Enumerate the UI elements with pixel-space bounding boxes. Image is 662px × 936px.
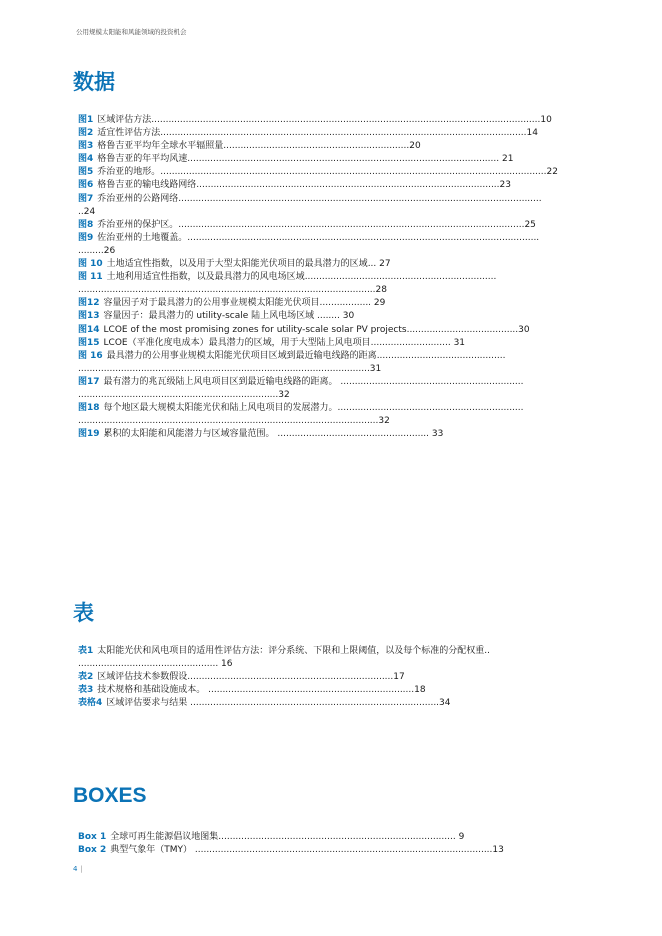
figure-label: 图3: [78, 141, 94, 152]
figure-entry-continuation: ........................................................................................................28: [78, 285, 387, 296]
figure-entry[interactable]: [78, 258, 588, 271]
page-ref: 14: [526, 128, 538, 139]
figure-title: 区域评估方法: [97, 115, 152, 125]
figure-entry[interactable]: [78, 140, 588, 153]
figure-entry[interactable]: [78, 324, 588, 337]
figure-entry-continuation: ......................................................................32: [78, 389, 290, 400]
dot-leader: ..........................................................................................................: [196, 180, 500, 191]
tables-list: [78, 645, 588, 710]
dot-leader: .....................................................: [274, 429, 430, 440]
figure-entry[interactable]: [78, 232, 588, 245]
dot-leader: .................................................................: [337, 403, 524, 414]
box-entry[interactable]: [78, 844, 588, 857]
figure-entry[interactable]: [78, 166, 588, 179]
box-title: 全球可再生能源倡议地图集: [110, 832, 219, 842]
figure-label: 图 10: [78, 259, 103, 270]
figure-title: 乔治亚州的公路网络: [97, 193, 179, 204]
page-ref: 10: [540, 115, 552, 125]
page-footer: [73, 865, 83, 873]
page-ref: 30: [339, 311, 355, 322]
table-title: 太阳能光伏和风电项目的适用性评估方法：评分系统、下限和上限阈值，以及每个标准的分配权重..: [97, 646, 490, 656]
figure-label: 图12: [78, 298, 100, 309]
box-label: Box 1: [78, 832, 107, 842]
figure-title: LCOE of the most promising zones for utility-scale solar PV projects.: [103, 324, 410, 335]
figure-label: 图2: [78, 128, 94, 139]
dot-leader: ..................: [319, 298, 372, 309]
figure-entry-continuation: .........26: [78, 245, 116, 256]
figure-title: 乔治亚州的保护区。: [97, 219, 179, 230]
page-ref: 21: [499, 154, 514, 165]
dot-leader: .......................................................................................: [187, 698, 440, 709]
dot-leader: .............................................: [376, 350, 506, 361]
page-ref: 29: [371, 298, 386, 309]
box-entry[interactable]: [78, 831, 588, 844]
dot-leader: ........................................................................................................: [192, 845, 493, 856]
page-ref: 30: [518, 324, 530, 335]
figure-title: 容量因子：最具潜力的 utility-scale 陆上风电场区域: [103, 311, 315, 322]
page-ref: 17: [393, 672, 405, 683]
figure-label: 图 11: [78, 272, 103, 283]
page-ref: 23: [499, 180, 511, 191]
page-ref: 9: [455, 832, 465, 842]
dot-leader: ............................: [370, 337, 451, 348]
boxes-list: [78, 831, 588, 857]
figure-entry[interactable]: [78, 337, 588, 350]
figure-label: 图4: [78, 154, 94, 165]
dot-leader: ...................................................................: [304, 272, 497, 283]
figure-label: 图17: [78, 376, 100, 387]
dot-leader: .......................................................................................................................................: [160, 167, 547, 178]
figure-title: 容量因子对于最具潜力的公用事业规模太阳能光伏项目: [103, 298, 320, 309]
figure-title: 土地适宜性指数，以及用于大型太阳能光伏项目的最具潜力的区域: [106, 259, 368, 270]
figure-label: 图18: [78, 403, 100, 414]
figure-label: 图19: [78, 429, 100, 440]
figure-entry[interactable]: [78, 114, 588, 127]
figure-entry[interactable]: [78, 219, 588, 232]
tables-section-title: 表: [73, 601, 94, 625]
figure-title: 最有潜力的兆瓦级陆上风电项目区到最近输电线路的距离。: [103, 376, 338, 387]
table-entry[interactable]: [78, 684, 588, 697]
page-number: 4: [73, 865, 78, 873]
table-title: 技术规格和基础设施成本。: [97, 685, 206, 696]
figure-entry[interactable]: [78, 310, 588, 323]
dot-leader: .............................................................................................................: [187, 154, 500, 165]
figures-section-title: 数据: [73, 70, 115, 94]
figure-entry[interactable]: [78, 127, 588, 140]
dot-leader: ........................................................................: [187, 672, 394, 683]
figure-title: 适宜性评估方法: [97, 128, 161, 139]
dot-leader: ...........................................................................................................................: [187, 232, 540, 243]
figure-label: 图5: [78, 167, 94, 178]
figure-label: 图13: [78, 311, 100, 322]
dot-leader: .........................................................................................................................: [178, 219, 525, 230]
figure-entry[interactable]: [78, 350, 588, 363]
figures-list: [78, 114, 588, 441]
figure-label: 图 16: [78, 350, 103, 361]
dot-leader: ................................................................: [337, 376, 524, 387]
figure-title: 乔治亚的地形。: [97, 167, 161, 178]
table-entry-continuation: ................................................. 16: [78, 659, 233, 670]
table-label: 表3: [78, 685, 94, 696]
dot-leader: .................................................................: [223, 141, 410, 152]
page-ref: 27: [376, 259, 391, 270]
page-ref: 33: [429, 429, 444, 440]
figure-label: 图7: [78, 193, 94, 204]
figure-title: 最具潜力的公用事业规模太阳能光伏项目区域到最近输电线路的距离: [106, 350, 377, 361]
dot-leader: ...................................................................................: [218, 832, 456, 842]
figure-entry-continuation: ..24: [78, 206, 96, 217]
page-ref: 18: [414, 685, 426, 696]
page-ref: 13: [492, 845, 504, 856]
table-label: 表格4: [78, 698, 103, 709]
dot-leader: ................................................................................................................................: [160, 128, 527, 139]
table-title: 区域评估要求与结果: [106, 698, 188, 709]
figure-label: 图15: [78, 337, 100, 348]
table-label: 表1: [78, 646, 94, 656]
figure-title: 佐治亚州的土地覆盖。: [97, 232, 188, 243]
figure-title: 格鲁吉亚的输电线路网络: [97, 180, 197, 191]
figure-title: 格鲁吉亚平均年全球水平辐照量: [97, 141, 224, 152]
dot-leader: ......................................: [409, 324, 519, 335]
figure-entry[interactable]: [78, 179, 588, 192]
figure-entry[interactable]: [78, 297, 588, 310]
dot-leader: ........................................................................................................................................: [151, 115, 541, 125]
table-title: 区域评估技术参数假设: [97, 672, 188, 683]
figure-entry[interactable]: [78, 193, 588, 206]
figure-entry-continuation: ......................................................................................................31: [78, 363, 382, 374]
figure-entry[interactable]: [78, 428, 588, 441]
table-entry[interactable]: [78, 697, 588, 710]
dot-leader: ........................................................................: [205, 685, 415, 696]
page-ref: 22: [546, 167, 558, 178]
page-ref: 25: [524, 219, 536, 230]
dot-leader: ...: [367, 259, 377, 270]
figure-entry[interactable]: [78, 376, 588, 389]
figure-entry[interactable]: [78, 153, 588, 166]
boxes-section-title: BOXES: [73, 784, 147, 807]
table-entry[interactable]: [78, 671, 588, 684]
running-header: 公用规模太阳能和风能领域的投资机会: [76, 28, 187, 36]
figure-label: 图1: [78, 115, 94, 125]
box-label: Box 2: [78, 845, 107, 856]
figure-entry[interactable]: [78, 271, 588, 284]
page-ref: 20: [409, 141, 421, 152]
figure-title: 每个地区最大规模太阳能光伏和陆上风电项目的发展潜力。: [103, 403, 338, 414]
figure-entry[interactable]: [78, 402, 588, 415]
table-label: 表2: [78, 672, 94, 683]
figure-title: LCOE（平准化度电成本）最具潜力的区域，用于大型陆上风电项目: [103, 337, 371, 348]
table-entry[interactable]: [78, 645, 588, 658]
figure-title: 累积的太阳能和风能潜力与区域容量范围。: [103, 429, 275, 440]
footer-separator: |: [80, 865, 83, 873]
dot-leader: ...............................................................................................................................: [178, 193, 542, 204]
figure-label: 图6: [78, 180, 94, 191]
figure-title: 土地利用适宜性指数，以及最具潜力的风电场区域: [106, 272, 305, 283]
figure-label: 图14: [78, 324, 100, 335]
box-title: 典型气象年（TMY）: [110, 845, 193, 856]
figure-entry-continuation: .........................................................................................................32: [78, 416, 390, 427]
dot-leader: ........: [314, 311, 340, 322]
page-ref: 31: [450, 337, 466, 348]
page-ref: 34: [439, 698, 451, 709]
figure-label: 图9: [78, 232, 94, 243]
figure-label: 图8: [78, 219, 94, 230]
figure-title: 格鲁吉亚的年平均风速: [97, 154, 188, 165]
